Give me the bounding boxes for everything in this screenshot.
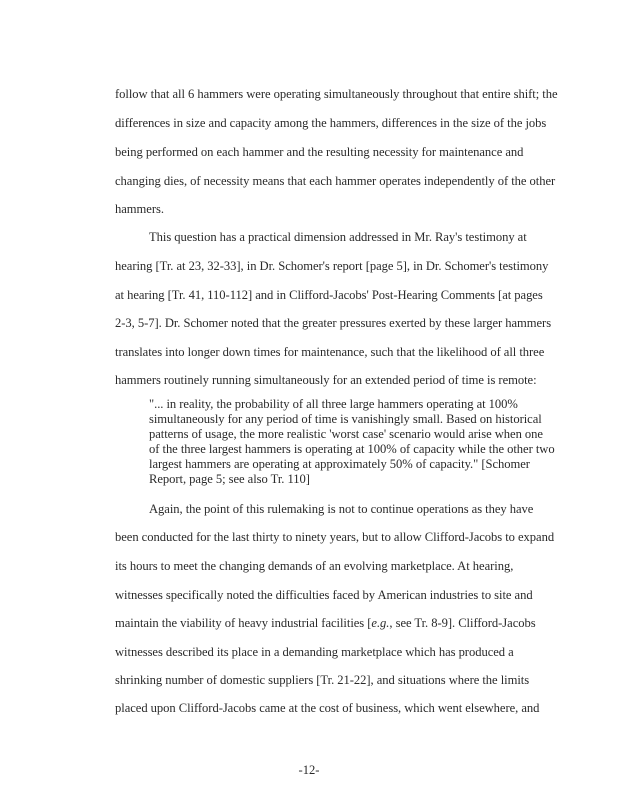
text-line: hammers routinely running simultaneously for an extended period of time is remote: bbox=[115, 373, 537, 387]
text-line: This question has a practical dimension addressed in Mr. Ray's testimony at bbox=[149, 230, 527, 244]
quote-line: "... in reality, the probability of all three large hammers operating at 100% bbox=[149, 397, 518, 411]
quote-line: largest hammers are operating at approximately 50% of capacity." [Schomer bbox=[149, 457, 530, 471]
quote-line: Report, page 5; see also Tr. 110] bbox=[149, 472, 310, 486]
text-line: maintain the viability of heavy industrial facilities [e.g., see Tr. 8-9]. Clifford-Jacobs bbox=[115, 616, 536, 630]
text-line: changing dies, of necessity means that each hammer operates independently of the other bbox=[115, 174, 556, 188]
page-number: -12- bbox=[298, 763, 320, 777]
text-line: translates into longer down times for maintenance, such that the likelihood of all three bbox=[115, 345, 545, 359]
text-line: hammers. bbox=[115, 202, 164, 216]
text-line: being performed on each hammer and the resulting necessity for maintenance and bbox=[115, 145, 524, 159]
text-line: its hours to meet the changing demands of an evolving marketplace. At hearing, bbox=[115, 559, 514, 573]
text-line: hearing [Tr. at 23, 32-33], in Dr. Schomer's report [page 5], in Dr. Schomer's testimony bbox=[115, 259, 549, 273]
quote-line: simultaneously for any period of time is vanishingly small. Based on historical bbox=[149, 412, 542, 426]
text-line: placed upon Clifford-Jacobs came at the cost of business, which went elsewhere, and bbox=[115, 701, 540, 715]
text-line: witnesses specifically noted the difficulties faced by American industries to site and bbox=[115, 588, 533, 602]
text-line: follow that all 6 hammers were operating simultaneously throughout that entire shift; the bbox=[115, 87, 558, 101]
quote-line: of the three largest hammers is operating at 100% of capacity while the other two bbox=[149, 442, 555, 456]
text-line: Again, the point of this rulemaking is not to continue operations as they have bbox=[149, 502, 534, 516]
quote-line: patterns of usage, the more realistic 'worst case' scenario would arise when one bbox=[149, 427, 543, 441]
text-line: differences in size and capacity among the hammers, differences in the size of the jobs bbox=[115, 116, 547, 130]
text-line: 2-3, 5-7]. Dr. Schomer noted that the greater pressures exerted by these larger hammers bbox=[115, 316, 552, 330]
text-line: witnesses described its place in a demanding marketplace which has produced a bbox=[115, 645, 514, 659]
text-line: been conducted for the last thirty to ninety years, but to allow Clifford-Jacobs to expand bbox=[115, 530, 555, 544]
text-line: shrinking number of domestic suppliers [Tr. 21-22], and situations where the limits bbox=[115, 673, 530, 687]
text-line: at hearing [Tr. 41, 110-112] and in Clifford-Jacobs' Post-Hearing Comments [at pages bbox=[115, 288, 543, 302]
